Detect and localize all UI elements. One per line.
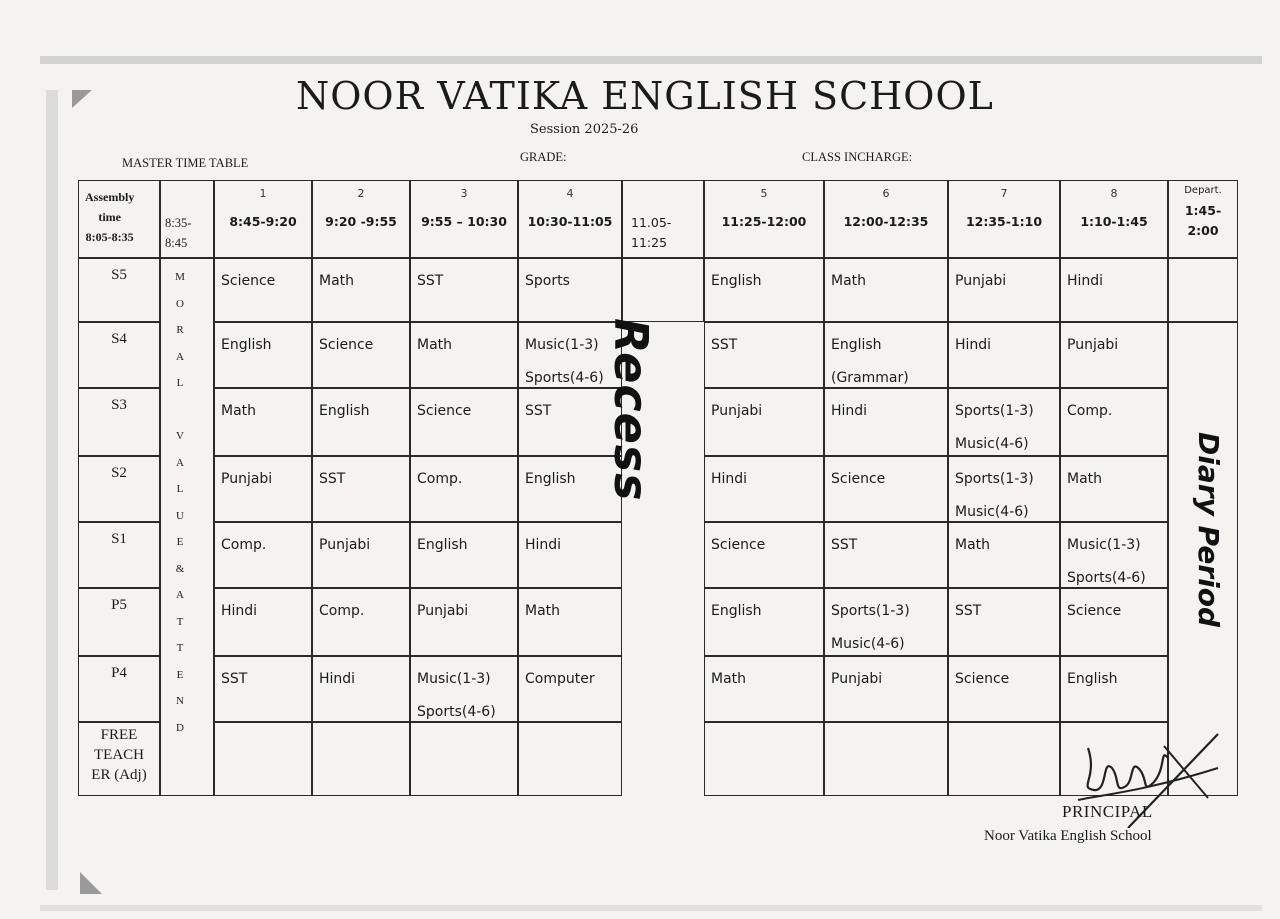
subject-cell (824, 588, 948, 656)
subject-text-line: Sports(1-3) (955, 471, 1034, 487)
subject-cell (704, 258, 824, 322)
moral-letter: D (176, 721, 184, 734)
subject-cell (312, 522, 410, 588)
moral-letter: & (175, 562, 185, 575)
class-cell-s1 (78, 522, 160, 588)
class-cell-s5 (78, 258, 160, 322)
period-header (1061, 181, 1167, 229)
subject-cell (518, 258, 622, 322)
subject-text-line: Punjabi (1067, 337, 1119, 353)
subject-text-line: Math (831, 273, 867, 289)
subject-text-line: English (525, 471, 576, 487)
subject-text (955, 329, 991, 362)
subject-text (711, 265, 762, 298)
recess-column-top (622, 258, 704, 322)
subject-text-line: Science (955, 671, 1010, 687)
class-label: S2 (111, 465, 127, 481)
subject-text-line: Science (711, 537, 766, 553)
subject-text (525, 463, 576, 496)
subject-text-line: Science (221, 273, 276, 289)
depart-header (1169, 181, 1237, 241)
corner-mark-icon (80, 872, 102, 894)
header-period-8 (1060, 180, 1168, 258)
subject-cell (518, 656, 622, 722)
subject-text (319, 395, 370, 428)
subject-text (831, 329, 909, 395)
subject-text-line: Hindi (831, 403, 868, 419)
period-number: 6 (882, 187, 890, 200)
subject-text (221, 329, 272, 362)
period-header (705, 181, 823, 229)
subject-text-line: Music(1-3) (1067, 537, 1141, 553)
subject-text-line: English (221, 337, 272, 353)
period-time: 10:30-11:05 (527, 214, 613, 229)
subject-text-line: Hindi (955, 337, 992, 353)
period-time: 12:35-1:10 (965, 214, 1043, 229)
depart-header-line: Depart. (1184, 185, 1222, 196)
period-header (411, 181, 517, 229)
subject-cell (948, 588, 1060, 656)
moral-letter: T (176, 615, 184, 628)
subject-cell (948, 258, 1060, 322)
subject-text-line: Sports (525, 273, 570, 289)
subject-cell (410, 322, 518, 388)
subject-text (955, 463, 1034, 529)
subject-cell (1060, 456, 1168, 522)
subject-text (221, 463, 272, 496)
subject-text (831, 463, 885, 496)
recess-label: Recess (604, 318, 658, 502)
subject-text-line: English (1067, 671, 1118, 687)
subject-text (417, 463, 462, 496)
subject-text-line: Hindi (221, 603, 258, 619)
subject-text-line: Comp. (1067, 403, 1113, 419)
moral-letter: E (176, 668, 184, 681)
period-number: 7 (1000, 187, 1008, 200)
period-header (519, 181, 621, 229)
subject-cell (518, 588, 622, 656)
subject-text-line: English (831, 337, 882, 353)
subject-text (319, 329, 373, 362)
subject-cell (312, 322, 410, 388)
period-time: 1:10-1:45 (1080, 214, 1148, 229)
school-title: NOOR VATIKA ENGLISH SCHOOL (296, 74, 994, 118)
subject-cell (704, 456, 824, 522)
subject-text-line: Sports(4-6) (417, 704, 496, 720)
subject-text-line: Punjabi (319, 537, 371, 553)
subject-text-line: Comp. (417, 471, 463, 487)
subject-cell (312, 258, 410, 322)
moral-letter: T (176, 642, 184, 654)
moral-letter: L (176, 483, 184, 495)
subject-text-line: Music(1-3) (525, 337, 599, 353)
subject-text-line: Punjabi (417, 603, 469, 619)
subject-text-line: SST (319, 471, 346, 487)
subject-text-line: Science (1067, 603, 1122, 619)
subject-text (525, 663, 595, 696)
subject-text (221, 265, 275, 298)
subject-text (955, 529, 990, 562)
moral-letter: A (176, 456, 184, 469)
class-label: S5 (111, 267, 127, 283)
moral-letter: M (175, 271, 185, 283)
subject-text (831, 529, 857, 562)
moral-letter: N (176, 695, 184, 707)
subject-cell (214, 456, 312, 522)
subject-text-line: Punjabi (831, 671, 883, 687)
subject-cell (704, 588, 824, 656)
subject-cell (312, 456, 410, 522)
header-recess-time (622, 180, 704, 258)
subject-text-line: Computer (525, 671, 595, 687)
subject-text (711, 329, 737, 362)
subject-text (417, 395, 471, 428)
subject-text (831, 395, 867, 428)
header-depart (1168, 180, 1238, 258)
subject-text (525, 265, 570, 298)
free-teacher-slot (518, 722, 622, 796)
period-number: 4 (566, 187, 574, 200)
subject-text (221, 663, 247, 696)
subject-text-line: Math (417, 337, 453, 353)
moral-time-header (165, 213, 191, 253)
free-teacher-slot (214, 722, 312, 796)
free-teacher-slot (948, 722, 1060, 796)
subject-cell (214, 588, 312, 656)
subject-text (955, 595, 981, 628)
subject-text-line: Music(4-6) (831, 636, 905, 652)
period-number: 1 (259, 187, 267, 200)
recess-time-line: 11.05- (631, 215, 672, 230)
subject-text-line: Hindi (319, 671, 356, 687)
subject-cell (824, 456, 948, 522)
subject-text (1067, 595, 1121, 628)
principal-label: PRINCIPAL (1062, 802, 1153, 821)
subject-text (711, 529, 765, 562)
subject-cell (824, 656, 948, 722)
subject-text-line: Science (319, 337, 374, 353)
subject-text-line: Science (417, 403, 472, 419)
moral-letter: O (176, 297, 184, 310)
subject-cell (1060, 258, 1168, 322)
header-period-6 (824, 180, 948, 258)
subject-cell (824, 388, 948, 456)
scan-edge-bottom (40, 905, 1262, 911)
class-cell-p4 (78, 656, 160, 722)
subject-cell (410, 656, 518, 722)
subject-text-line: Sports(1-3) (955, 403, 1034, 419)
moral-values-letters (160, 264, 200, 741)
moral-letter: L (176, 377, 184, 389)
subject-text (417, 529, 468, 562)
subject-text (319, 463, 345, 496)
subject-cell (410, 258, 518, 322)
class-label: P5 (111, 597, 127, 613)
subject-cell (824, 322, 948, 388)
subject-cell (704, 656, 824, 722)
subject-cell (948, 656, 1060, 722)
subject-cell (1060, 588, 1168, 656)
free-teacher-line: ER (Adj) (91, 767, 147, 783)
principal-school-label: Noor Vatika English School (984, 828, 1152, 844)
session-label: Session 2025-26 (530, 122, 639, 137)
moral-letter (160, 397, 200, 424)
class-label: S1 (111, 531, 127, 547)
recess-time-header (631, 213, 671, 253)
subject-text (221, 395, 256, 428)
assembly-header (85, 187, 134, 247)
subject-cell (214, 388, 312, 456)
subject-text (221, 595, 257, 628)
subject-text-line: Hindi (1067, 273, 1104, 289)
moral-letter: R (176, 324, 184, 336)
subject-cell (948, 388, 1060, 456)
subject-text (831, 595, 910, 661)
subject-text-line: Sports(4-6) (1067, 570, 1146, 586)
subject-cell (948, 456, 1060, 522)
header-period-1 (214, 180, 312, 258)
subject-text (1067, 663, 1118, 696)
subject-text (417, 329, 452, 362)
subject-text-line: Math (319, 273, 355, 289)
subject-text-line: Sports(4-6) (525, 370, 604, 386)
subject-text (711, 595, 762, 628)
subject-text (417, 663, 496, 729)
subject-cell (1060, 388, 1168, 456)
period-header (215, 181, 311, 229)
subject-text-line: English (711, 273, 762, 289)
subject-text-line: Math (525, 603, 561, 619)
subject-text (831, 265, 866, 298)
subject-text (525, 529, 561, 562)
class-cell-s2 (78, 456, 160, 522)
subject-text-line: SST (221, 671, 248, 687)
subject-cell (214, 258, 312, 322)
subject-text-line: Music(4-6) (955, 436, 1029, 452)
free-teacher-slot (824, 722, 948, 796)
class-cell-p5 (78, 588, 160, 656)
subject-text-line: SST (711, 337, 738, 353)
subject-text-line: SST (831, 537, 858, 553)
subject-text-line: Hindi (525, 537, 562, 553)
class-cell-s4 (78, 322, 160, 388)
subject-cell (948, 522, 1060, 588)
subject-text (1067, 329, 1118, 362)
subject-text-line: Math (955, 537, 991, 553)
subject-cell (948, 322, 1060, 388)
subject-text-line: Math (1067, 471, 1103, 487)
subject-cell (410, 522, 518, 588)
subject-cell (312, 656, 410, 722)
period-number: 5 (760, 187, 768, 200)
subject-text-line: SST (955, 603, 982, 619)
depart-cell-s5 (1168, 258, 1238, 322)
subject-text-line: SST (525, 403, 552, 419)
subject-text (955, 663, 1009, 696)
free-teacher-slot (410, 722, 518, 796)
subject-cell (1060, 656, 1168, 722)
subject-text (319, 663, 355, 696)
header-period-5 (704, 180, 824, 258)
subject-cell (410, 456, 518, 522)
period-time: 8:45-9:20 (229, 214, 297, 229)
header-moral-time (160, 180, 214, 258)
moral-letter: A (176, 350, 184, 363)
moral-letter: U (176, 509, 184, 522)
period-header (313, 181, 409, 229)
free-teacher-line: TEACH (94, 747, 144, 763)
subject-text (711, 463, 747, 496)
period-time: 9:55 – 10:30 (421, 214, 507, 229)
period-number: 8 (1110, 187, 1118, 200)
moral-letter: A (176, 589, 184, 601)
free-teacher-slot (704, 722, 824, 796)
period-number: 2 (357, 187, 365, 200)
class-incharge-label: CLASS INCHARGE: (802, 150, 913, 164)
subject-text-line: Math (221, 403, 257, 419)
subject-cell (824, 522, 948, 588)
subject-cell (214, 322, 312, 388)
subject-text-line: English (711, 603, 762, 619)
moral-letter: V (176, 430, 184, 442)
free-teacher-line: FREE (100, 727, 138, 743)
subject-text (319, 595, 364, 628)
subject-text (1067, 395, 1112, 428)
subject-text (221, 529, 266, 562)
subject-cell (704, 388, 824, 456)
subject-text (955, 265, 1006, 298)
subject-cell (704, 322, 824, 388)
moral-time-line: 8:35- (165, 216, 192, 230)
subject-text (1067, 463, 1102, 496)
subject-text (417, 265, 443, 298)
subject-text (711, 395, 762, 428)
header-period-2 (312, 180, 410, 258)
subject-text (417, 595, 468, 628)
scan-edge-top (40, 56, 1262, 64)
subject-text (1067, 529, 1146, 595)
subject-text (711, 663, 746, 696)
header-assembly (78, 180, 160, 258)
assembly-header-line: time (98, 210, 121, 224)
class-cell-s3 (78, 388, 160, 456)
moral-time-line: 8:45 (165, 236, 188, 250)
class-label: S3 (111, 397, 127, 413)
header-period-3 (410, 180, 518, 258)
subject-text-line: Comp. (319, 603, 365, 619)
subject-text (525, 329, 604, 395)
subject-text-line: Science (831, 471, 886, 487)
period-time: 11:25-12:00 (721, 214, 807, 229)
subject-cell (312, 588, 410, 656)
assembly-header-line: 8:05-8:35 (85, 230, 134, 244)
subject-text (525, 395, 551, 428)
subject-cell (214, 522, 312, 588)
subject-text-line: (Grammar) (831, 370, 909, 386)
subject-cell (410, 388, 518, 456)
subject-cell (410, 588, 518, 656)
free-teacher-cell (78, 722, 160, 796)
subject-text-line: Sports(1-3) (831, 603, 910, 619)
subject-text-line: Hindi (711, 471, 748, 487)
subject-text (955, 395, 1034, 461)
subject-text-line: English (417, 537, 468, 553)
corner-mark-icon (72, 90, 92, 108)
period-header (825, 181, 947, 229)
scan-edge-left (46, 90, 58, 890)
period-header (949, 181, 1059, 229)
subject-text (319, 265, 354, 298)
subject-text-line: SST (417, 273, 444, 289)
subject-cell (704, 522, 824, 588)
subject-text-line: Punjabi (955, 273, 1007, 289)
period-number: 3 (460, 187, 468, 200)
subject-cell (214, 656, 312, 722)
header-period-4 (518, 180, 622, 258)
diary-period-label: Diary Period (1192, 432, 1225, 627)
depart-header-line: 1:45- (1184, 203, 1222, 218)
class-label: P4 (111, 665, 127, 681)
subject-text-line: Punjabi (711, 403, 763, 419)
master-timetable-label: MASTER TIME TABLE (122, 156, 249, 170)
period-time: 9:20 -9:55 (325, 214, 397, 229)
subject-cell (1060, 322, 1168, 388)
subject-text (1067, 265, 1103, 298)
subject-text-line: English (319, 403, 370, 419)
depart-header-line: 2:00 (1187, 223, 1219, 238)
subject-text (525, 595, 560, 628)
header-period-7 (948, 180, 1060, 258)
subject-text-line: Comp. (221, 537, 267, 553)
subject-text-line: Math (711, 671, 747, 687)
assembly-header-line: Assembly (85, 190, 135, 204)
subject-text-line: Music(4-6) (955, 504, 1029, 520)
subject-cell (1060, 522, 1168, 588)
free-teacher-slot (312, 722, 410, 796)
recess-time-line: 11:25 (631, 235, 668, 250)
free-teacher-label (79, 725, 159, 785)
period-time: 12:00-12:35 (843, 214, 929, 229)
class-label: S4 (111, 331, 127, 347)
subject-cell (824, 258, 948, 322)
subject-text-line: Music(1-3) (417, 671, 491, 687)
subject-text (831, 663, 882, 696)
subject-text-line: Punjabi (221, 471, 273, 487)
grade-label: GRADE: (520, 150, 567, 164)
subject-cell (312, 388, 410, 456)
moral-letter: E (176, 536, 184, 548)
subject-text (319, 529, 370, 562)
